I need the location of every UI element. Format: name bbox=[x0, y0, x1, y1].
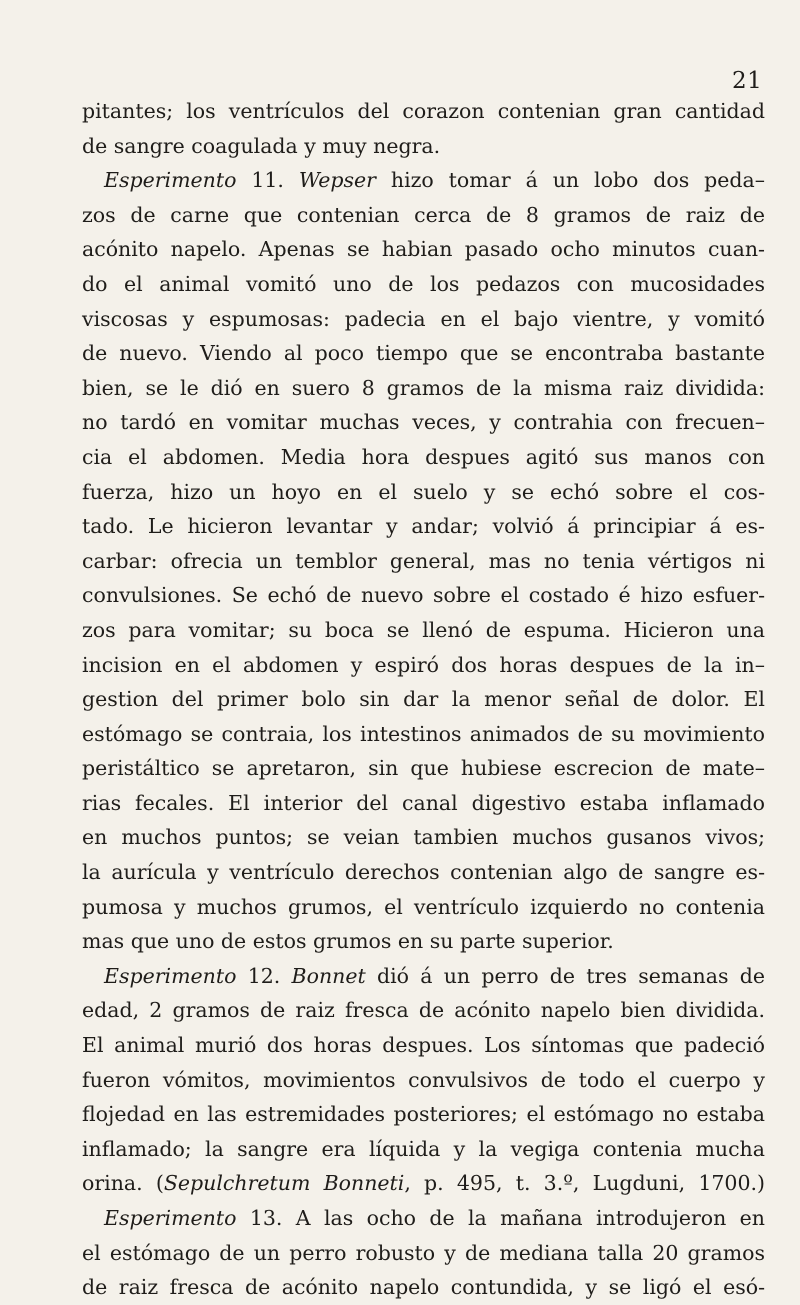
text-line bbox=[82, 302, 765, 337]
text-line bbox=[82, 509, 765, 544]
italic-text: Bonnet bbox=[291, 963, 366, 988]
text-line bbox=[82, 94, 765, 129]
text-line bbox=[82, 544, 765, 579]
text-segment: estómago se contraia, los intestinos animados de su movimiento bbox=[82, 721, 765, 746]
italic-text: Esperimento bbox=[104, 963, 237, 988]
text-segment: cia el abdomen. Media hora despues agitó sus manos con bbox=[82, 444, 765, 469]
text-segment: de sangre coagulada y muy negra. bbox=[82, 133, 441, 158]
text-line bbox=[82, 751, 765, 786]
text-line bbox=[82, 1097, 765, 1132]
text-line bbox=[82, 336, 765, 371]
text-line bbox=[82, 890, 765, 925]
text-segment: de nuevo. Viendo al poco tiempo que se encontraba bastante bbox=[82, 341, 765, 366]
text-line bbox=[82, 405, 765, 440]
text-line bbox=[82, 648, 765, 683]
text-line bbox=[82, 475, 765, 510]
page-number: 21 bbox=[732, 68, 763, 94]
text-line bbox=[82, 924, 765, 959]
text-line bbox=[82, 717, 765, 752]
text-segment: edad, 2 gramos de raiz fresca de acónito napelo bien dividida. bbox=[82, 998, 765, 1023]
text-segment: bien, se le dió en suero 8 gramos de la misma raiz dividida: bbox=[82, 375, 765, 400]
text-segment: mas que uno de estos grumos en su parte superior. bbox=[82, 929, 614, 954]
text-segment: acónito napelo. Apenas se habian pasado ocho minutos cuan- bbox=[82, 237, 765, 262]
text-segment: do el animal vomitó uno de los pedazos con mucosidades bbox=[82, 271, 765, 296]
text-segment: no tardó en vomitar muchas veces, y contrahia con frecuen– bbox=[82, 410, 765, 435]
text-line bbox=[82, 1063, 765, 1098]
text-segment: peristáltico se apretaron, sin que hubiese escrecion de mate– bbox=[82, 756, 765, 781]
text-line bbox=[82, 993, 765, 1028]
text-line bbox=[82, 1270, 765, 1305]
text-segment: la aurícula y ventrículo derechos contenian algo de sangre es- bbox=[82, 860, 765, 885]
text-segment: , p. 495, t. 3.º, Lugduni, 1700.) bbox=[404, 1171, 766, 1196]
text-segment: viscosas y espumosas: padecia en el bajo vientre, y vomitó bbox=[82, 306, 765, 331]
text-segment: El animal murió dos horas despues. Los síntomas que padeció bbox=[82, 1033, 765, 1058]
italic-text: Sepulchretum Bonneti bbox=[163, 1171, 405, 1196]
text-line bbox=[82, 267, 765, 302]
text-segment: inflamado; la sangre era líquida y la vegiga contenia mucha bbox=[82, 1136, 765, 1161]
text-line bbox=[82, 163, 765, 198]
text-segment: de raiz fresca de acónito napelo contundida, y se ligó el esó- bbox=[82, 1275, 765, 1300]
text-segment: el estómago de un perro robusto y de mediana talla 20 gramos bbox=[82, 1240, 765, 1265]
text-line bbox=[82, 198, 765, 233]
text-segment: flojedad en las estremidades posteriores; el estómago no estaba bbox=[82, 1102, 765, 1127]
text-segment: incision en el abdomen y espiró dos horas despues de la in– bbox=[82, 652, 765, 677]
italic-text: Esperimento bbox=[104, 1206, 237, 1230]
text-line bbox=[82, 578, 765, 613]
text-line bbox=[82, 786, 765, 821]
text-segment: pumosa y muchos grumos, el ventrículo izquierdo no contenia bbox=[82, 894, 765, 919]
text-line bbox=[82, 1132, 765, 1167]
text-line bbox=[82, 1028, 765, 1063]
text-segment: zos de carne que contenian cerca de 8 gramos de raiz de bbox=[82, 202, 765, 227]
text-line bbox=[82, 682, 765, 717]
italic-text: Esperimento bbox=[104, 168, 237, 193]
text-segment: zos para vomitar; su boca se llenó de espuma. Hicieron una bbox=[82, 617, 765, 642]
text-segment: rias fecales. El interior del canal digestivo estaba inflamado bbox=[82, 790, 765, 815]
text-segment: convulsiones. Se echó de nuevo sobre el costado é hizo esfuer- bbox=[82, 583, 765, 608]
text-line bbox=[82, 129, 765, 164]
text-line bbox=[82, 1201, 765, 1236]
body-text bbox=[82, 94, 765, 1305]
text-segment: pitantes; los ventrículos del corazon contenian gran cantidad bbox=[82, 99, 765, 123]
text-line bbox=[82, 1236, 765, 1271]
text-line bbox=[82, 855, 765, 890]
text-segment: fueron vómitos, movimientos convulsivos de todo el cuerpo y bbox=[82, 1067, 765, 1092]
text-segment: hizo tomar á un lobo dos peda– bbox=[375, 168, 766, 193]
text-segment: fuerza, hizo un hoyo en el suelo y se echó sobre el cos- bbox=[82, 479, 765, 504]
text-line bbox=[82, 959, 765, 994]
italic-text: Wepser bbox=[298, 168, 376, 193]
text-segment: carbar: ofrecia un temblor general, mas no tenia vértigos ni bbox=[82, 548, 765, 573]
text-segment: 13. A las ocho de la mañana introdujeron en bbox=[236, 1206, 765, 1230]
text-line bbox=[82, 371, 765, 406]
text-segment: tado. Le hicieron levantar y andar; volvió á principiar á es- bbox=[82, 514, 765, 539]
text-line bbox=[82, 613, 765, 648]
text-line bbox=[82, 1166, 765, 1201]
text-line bbox=[82, 820, 765, 855]
text-segment: en muchos puntos; se veian tambien muchos gusanos vivos; bbox=[82, 825, 765, 850]
text-segment: 12. bbox=[236, 963, 292, 988]
text-segment: orina. ( bbox=[82, 1171, 164, 1196]
text-segment: gestion del primer bolo sin dar la menor señal de dolor. El bbox=[82, 687, 765, 712]
text-line bbox=[82, 232, 765, 267]
text-segment: 11. bbox=[236, 168, 299, 193]
text-line bbox=[82, 440, 765, 475]
text-segment: dió á un perro de tres semanas de bbox=[365, 963, 765, 988]
